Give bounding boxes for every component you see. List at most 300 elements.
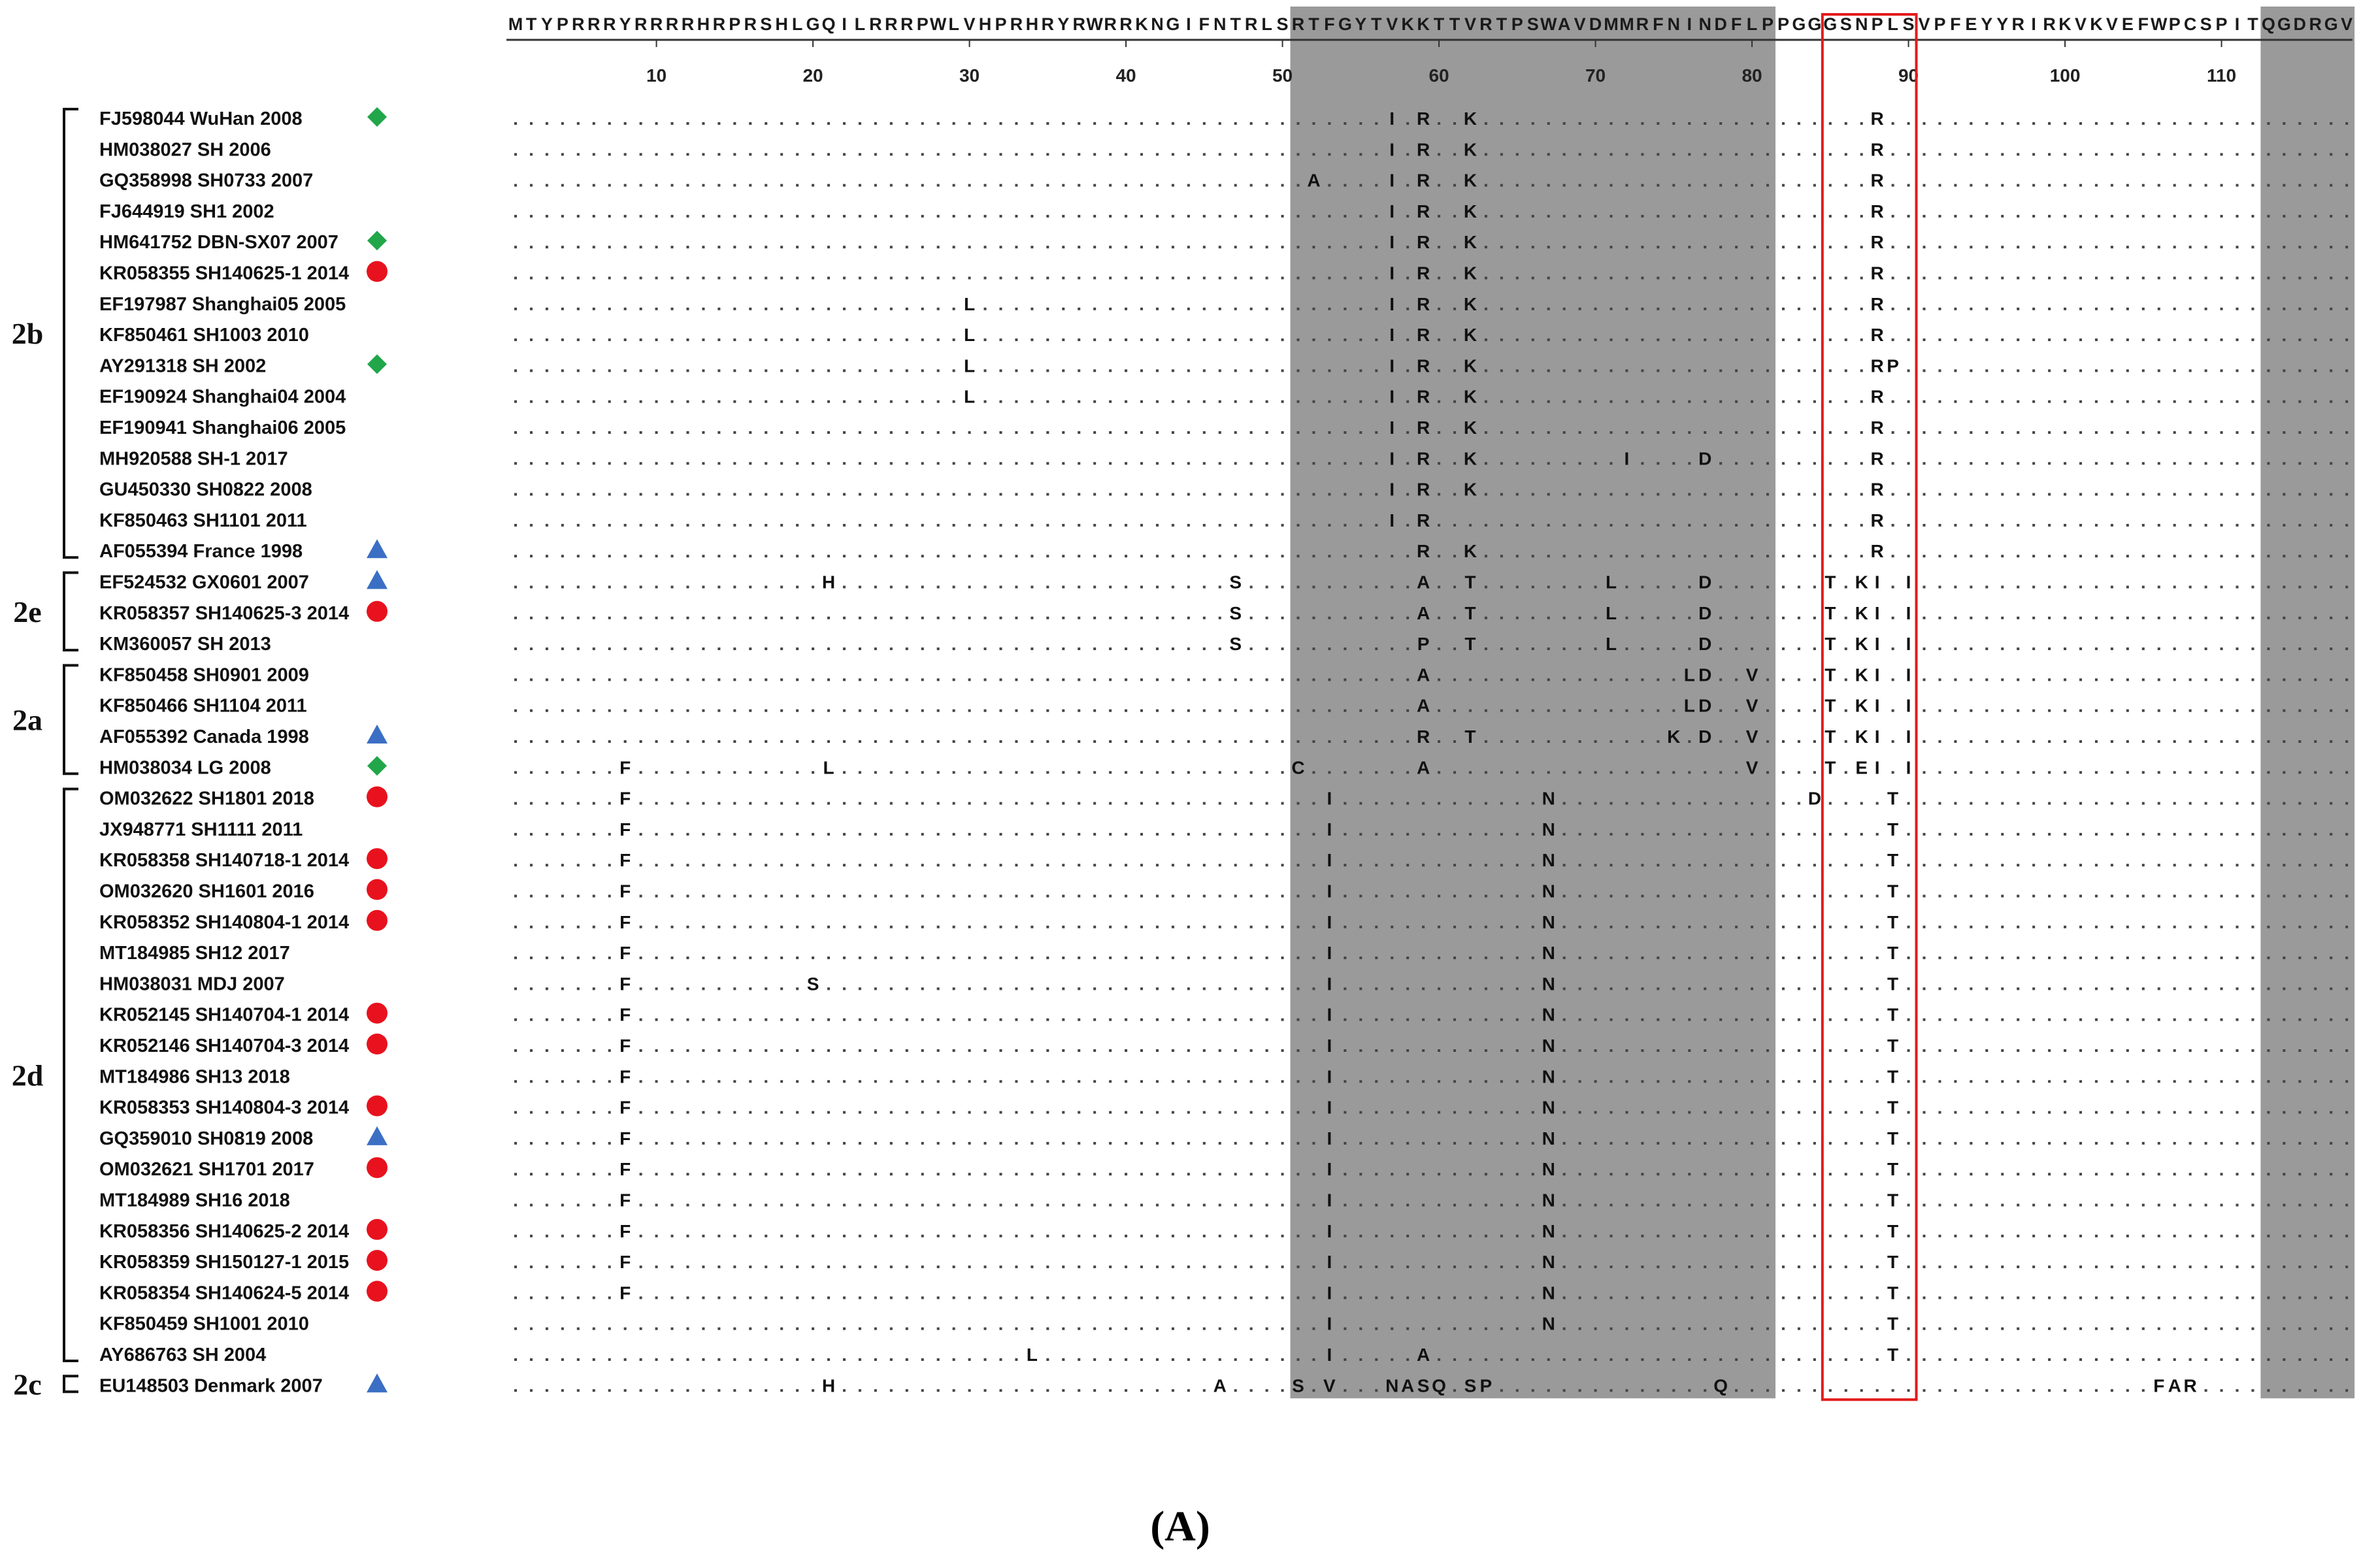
identity-dot [1625,1328,1628,1330]
identity-dot [1657,338,1659,341]
identity-dot [1782,864,1785,866]
identity-dot [827,987,830,990]
identity-dot [2111,895,2113,898]
identity-dot [640,802,642,805]
identity-dot [1266,246,1268,248]
substitution-residue: R [1870,293,1884,314]
identity-dot [1766,710,1769,712]
identity-dot [2048,308,2051,310]
substitution-residue: K [1463,479,1478,500]
identity-dot [2330,1266,2332,1268]
identity-dot [2032,524,2035,527]
alignment-row [99,1314,2348,1335]
identity-dot [1641,1111,1643,1114]
identity-dot [1344,740,1346,743]
identity-dot [2111,184,2113,187]
identity-dot [1203,555,1206,557]
identity-dot [1954,338,1956,341]
identity-dot [2205,215,2207,218]
identity-dot [1328,740,1330,743]
identity-dot [2064,122,2066,125]
identity-dot [702,277,704,280]
identity-dot [655,678,658,681]
identity-dot [702,1019,704,1021]
identity-dot [2173,895,2176,898]
identity-dot [1391,802,1393,805]
identity-dot [1250,1142,1253,1145]
identity-dot [608,1049,611,1052]
identity-dot [577,400,580,403]
identity-dot [1719,1019,1722,1021]
identity-dot [640,647,642,650]
identity-dot [1328,771,1330,774]
identity-dot [859,1358,861,1361]
strain-label: GQ359010 SH0819 2008 [99,1128,314,1149]
identity-dot [1062,617,1065,619]
identity-dot [2205,1049,2207,1052]
identity-dot [921,1296,924,1299]
identity-dot [1563,524,1566,527]
identity-dot [1907,926,1910,928]
identity-dot [859,802,861,805]
identity-dot [1532,678,1534,681]
identity-dot [749,710,751,712]
identity-dot [1125,987,1127,990]
identity-dot [1579,462,1581,465]
identity-dot [1406,338,1409,341]
identity-dot [1031,462,1033,465]
identity-dot [2032,647,2035,650]
identity-dot [1782,617,1785,619]
identity-dot [812,400,814,403]
identity-dot [1250,431,1253,434]
identity-dot [2032,1235,2035,1237]
identity-dot [1203,215,1206,218]
identity-dot [2048,215,2051,218]
identity-dot [765,246,767,248]
identity-dot [953,926,955,928]
identity-dot [2126,122,2129,125]
identity-dot [2236,956,2239,959]
identity-dot [1234,400,1237,403]
identity-dot [686,431,689,434]
identity-dot [1062,1173,1065,1175]
identity-dot [1860,1019,1863,1021]
identity-dot [953,246,955,248]
identity-dot [1266,1173,1268,1175]
identity-dot [2205,740,2207,743]
identity-dot [2221,400,2223,403]
identity-dot [2001,678,2004,681]
identity-dot [1735,864,1738,866]
substitution-residue: I [1327,881,1332,902]
identity-dot [1829,926,1832,928]
identity-dot [1438,1049,1440,1052]
identity-dot [1015,1080,1017,1083]
identity-dot [1563,338,1566,341]
identity-dot [2017,1019,2019,1021]
identity-dot [2330,153,2332,155]
identity-dot [1641,647,1643,650]
identity-dot [2298,1328,2301,1330]
identity-dot [1469,524,1472,527]
identity-dot [1923,647,1926,650]
substitution-residue: T [1887,943,1899,964]
identity-dot [906,1328,908,1330]
identity-dot [733,1358,736,1361]
identity-dot [2001,926,2004,928]
identity-dot [1735,678,1738,681]
identity-dot [1954,1204,1956,1207]
identity-dot [1485,926,1487,928]
identity-dot [796,493,799,496]
identity-dot [608,338,611,341]
identity-dot [640,678,642,681]
identity-dot [1938,1266,1941,1268]
identity-dot [2205,926,2207,928]
identity-dot [1657,926,1659,928]
identity-dot [1093,617,1096,619]
identity-dot [906,1235,908,1237]
identity-dot [1579,277,1581,280]
identity-dot [2173,277,2176,280]
identity-dot [1532,895,1534,898]
identity-dot [1782,153,1785,155]
substitution-residue: I [1906,664,1911,685]
identity-dot [2314,647,2317,650]
identity-dot [937,524,940,527]
identity-dot [1250,1019,1253,1021]
identity-dot [1845,493,1847,496]
identity-dot [671,987,674,990]
identity-dot [1923,277,1926,280]
identity-dot [1297,926,1300,928]
substitution-residue: I [1389,386,1395,407]
identity-dot [1203,184,1206,187]
identity-dot [921,864,924,866]
identity-dot [859,338,861,341]
substitution-residue: R [1870,479,1884,500]
identity-dot [1954,400,1956,403]
identity-dot [2283,369,2285,372]
identity-dot [2283,710,2285,712]
identity-dot [1312,493,1315,496]
identity-dot [1735,710,1738,712]
identity-dot [1015,493,1017,496]
identity-dot [1219,369,1221,372]
identity-dot [1798,1235,1800,1237]
identity-dot [1156,1080,1159,1083]
alignment-row [99,201,2348,222]
identity-dot [671,833,674,836]
identity-dot [2142,1080,2145,1083]
identity-dot [2158,1296,2160,1299]
identity-dot [1375,926,1378,928]
identity-dot [655,246,658,248]
identity-dot [796,431,799,434]
identity-dot [1782,122,1785,125]
identity-dot [1234,555,1237,557]
identity-dot [1860,524,1863,527]
identity-dot [1078,277,1080,280]
identity-dot [2064,524,2066,527]
identity-dot [1015,771,1017,774]
identity-dot [1500,524,1503,527]
identity-dot [1031,153,1033,155]
identity-dot [874,1328,877,1330]
identity-dot [2142,586,2145,589]
identity-dot [718,1111,720,1114]
identity-dot [2173,338,2176,341]
identity-dot [1422,1296,1425,1299]
identity-dot [733,1142,736,1145]
strain-label: MT184986 SH13 2018 [99,1066,290,1088]
identity-dot [1125,1235,1127,1237]
identity-dot [2079,308,2082,310]
identity-dot [1985,369,1988,372]
alignment-row [99,171,2348,191]
identity-dot [1657,987,1659,990]
identity-dot [718,369,720,372]
identity-dot [2126,1328,2129,1330]
identity-dot [1954,617,1956,619]
identity-dot [1391,864,1393,866]
identity-dot [686,524,689,527]
identity-dot [1845,400,1847,403]
identity-dot [1093,833,1096,836]
identity-dot [1453,1173,1456,1175]
identity-dot [1907,1266,1910,1268]
identity-dot [1938,277,1941,280]
identity-dot [1594,431,1597,434]
identity-dot [1046,1019,1049,1021]
identity-dot [2330,1173,2332,1175]
identity-dot [1579,431,1581,434]
identity-dot [1594,1296,1597,1299]
identity-dot [1125,926,1127,928]
identity-dot [2283,1173,2285,1175]
identity-dot [1751,926,1753,928]
identity-dot [1391,1235,1393,1237]
identity-dot [1766,246,1769,248]
identity-dot [1093,647,1096,650]
identity-dot [1985,122,1988,125]
identity-dot [2314,1328,2317,1330]
substitution-residue: R [1870,448,1884,469]
identity-dot [702,1235,704,1237]
identity-dot [2189,555,2192,557]
identity-dot [577,153,580,155]
identity-dot [1860,122,1863,125]
identity-dot [2158,400,2160,403]
reference-residue: W [1540,14,1557,34]
identity-dot [999,400,1002,403]
identity-dot [1485,802,1487,805]
identity-dot [1954,153,1956,155]
identity-dot [2236,802,2239,805]
identity-dot [718,864,720,866]
identity-dot [1641,338,1643,341]
identity-dot [718,1266,720,1268]
identity-dot [686,555,689,557]
identity-dot [2017,1173,2019,1175]
identity-dot [1766,1204,1769,1207]
identity-dot [1406,1296,1409,1299]
identity-dot [1109,1111,1112,1114]
identity-dot [1907,555,1910,557]
identity-dot [1829,524,1832,527]
identity-dot [2236,493,2239,496]
identity-dot [953,1204,955,1207]
identity-dot [624,338,627,341]
identity-dot [1266,524,1268,527]
identity-dot [953,1296,955,1299]
identity-dot [1359,1142,1362,1145]
identity-dot [1813,710,1816,712]
identity-dot [937,647,940,650]
identity-dot [827,710,830,712]
identity-dot [2221,555,2223,557]
identity-dot [2142,1049,2145,1052]
strain-label: HM038031 MDJ 2007 [99,973,285,995]
identity-dot [561,184,564,187]
identity-dot [608,308,611,310]
reference-residue: Y [540,14,553,34]
identity-dot [1109,864,1112,866]
identity-dot [1641,771,1643,774]
identity-dot [561,1235,564,1237]
identity-dot [1657,277,1659,280]
identity-dot [1829,1080,1832,1083]
identity-dot [1093,1019,1096,1021]
identity-dot [1234,1266,1237,1268]
identity-dot [1641,586,1643,589]
identity-dot [2298,1049,2301,1052]
identity-dot [906,1173,908,1175]
identity-dot [1375,1173,1378,1175]
substitution-residue: D [1698,664,1712,685]
identity-dot [1203,277,1206,280]
identity-dot [2126,1111,2129,1114]
identity-dot [1704,431,1706,434]
identity-dot [1406,184,1409,187]
identity-dot [765,771,767,774]
identity-dot [2095,710,2098,712]
identity-dot [796,1358,799,1361]
identity-dot [1798,771,1800,774]
identity-dot [812,338,814,341]
identity-dot [2205,1111,2207,1114]
identity-dot [1438,369,1440,372]
identity-dot [827,1235,830,1237]
identity-dot [984,895,987,898]
identity-dot [1516,1142,1519,1145]
identity-dot [921,1204,924,1207]
identity-dot [2079,586,2082,589]
identity-dot [937,462,940,465]
identity-dot [1500,1235,1503,1237]
reference-residue: H [978,14,992,34]
identity-dot [2064,462,2066,465]
identity-dot [2205,1080,2207,1083]
identity-dot [1234,1328,1237,1330]
identity-dot [2189,184,2192,187]
identity-dot [2126,246,2129,248]
identity-dot [655,710,658,712]
identity-dot [1266,1328,1268,1330]
identity-dot [1766,1049,1769,1052]
identity-dot [514,524,517,527]
identity-dot [2158,1235,2160,1237]
identity-dot [2142,400,2145,403]
alignment-row [99,879,2348,902]
identity-dot [702,895,704,898]
identity-dot [2111,740,2113,743]
reference-residue: M [508,14,523,34]
identity-dot [921,771,924,774]
identity-dot [2048,524,2051,527]
identity-dot [1406,277,1409,280]
identity-dot [1641,678,1643,681]
identity-dot [1031,771,1033,774]
identity-dot [686,277,689,280]
identity-dot [1250,1111,1253,1114]
identity-dot [968,215,971,218]
identity-dot [2189,678,2192,681]
identity-dot [514,462,517,465]
identity-dot [843,122,846,125]
identity-dot [2048,184,2051,187]
identity-dot [1187,987,1190,990]
identity-dot [1516,246,1519,248]
identity-dot [1172,308,1174,310]
identity-dot [1062,586,1065,589]
identity-dot [640,1019,642,1021]
identity-dot [2032,1266,2035,1268]
identity-dot [514,771,517,774]
identity-dot [765,431,767,434]
identity-dot [1845,1173,1847,1175]
identity-dot [1062,153,1065,155]
identity-dot [1985,215,1988,218]
identity-dot [530,1019,533,1021]
identity-dot [1391,895,1393,898]
reference-residue: K [2090,14,2103,34]
identity-dot [1938,1142,1941,1145]
identity-dot [2251,369,2254,372]
identity-dot [1046,802,1049,805]
identity-dot [1172,710,1174,712]
alignment-row [99,570,2348,593]
identity-dot [1344,462,1346,465]
identity-dot [1203,678,1206,681]
identity-dot [2345,987,2348,990]
identity-dot [1156,617,1159,619]
identity-dot [1219,987,1221,990]
identity-dot [686,586,689,589]
identity-dot [1516,308,1519,310]
identity-dot [1923,771,1926,774]
identity-dot [546,1296,548,1299]
identity-dot [1985,555,1988,557]
identity-dot [1015,1111,1017,1114]
identity-dot [2205,246,2207,248]
identity-dot [577,1080,580,1083]
identity-dot [608,277,611,280]
substitution-residue: N [1542,881,1555,902]
reference-residue: V [2074,14,2087,34]
identity-dot [1250,338,1253,341]
